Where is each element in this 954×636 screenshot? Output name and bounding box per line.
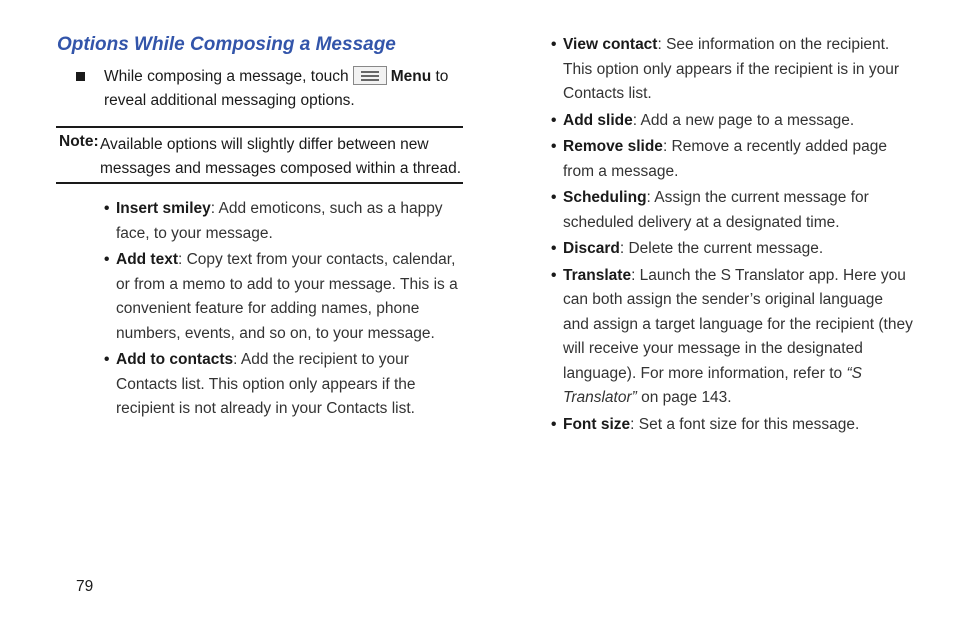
intro-after: to reveal additional messaging options.: [104, 68, 449, 109]
option-desc: : Assign the current message for scheduled delivery at a designated time.: [563, 189, 869, 231]
intro-text: [104, 65, 466, 113]
option-name: Add slide: [563, 111, 633, 129]
note-text: Available options will slightly differ between new messages and messages composed within a thread.: [100, 136, 462, 177]
menu-icon: [353, 66, 387, 85]
option-name: Add text: [116, 251, 178, 268]
option-desc: : Set a font size for this message.: [630, 415, 860, 433]
list-item: [551, 135, 913, 184]
cross-reference-link[interactable]: “S Translator”: [563, 364, 862, 406]
option-desc-tail: on page 143.: [636, 389, 732, 406]
intro-paragraph: [76, 65, 466, 113]
list-item: [551, 264, 913, 411]
options-list-right: [551, 33, 913, 439]
option-desc: : See information on the recipient. This option only appears if the recipient is in your Contacts list.: [563, 36, 900, 102]
option-name: View contact: [563, 36, 658, 53]
option-name: Remove slide: [563, 138, 663, 155]
list-item: [551, 186, 913, 235]
option-desc: : Remove a recently added page from a message.: [563, 138, 887, 180]
note-box: [56, 126, 463, 184]
list-item: [104, 248, 464, 346]
option-desc: : Add a new page to a message.: [632, 111, 855, 129]
list-item: [551, 237, 913, 262]
section-heading: Options While Composing a Message: [57, 34, 396, 55]
option-desc: : Delete the current message.: [619, 240, 824, 257]
option-name: Scheduling: [563, 189, 647, 206]
option-name: Add to contacts: [116, 351, 234, 368]
option-name: Font size: [563, 415, 631, 433]
option-desc: : Copy text from your contacts, calendar, or from a memo to add to your message. This is a convenient feature for adding names, phone numbers, events, and so on, to your message.: [116, 251, 458, 342]
square-bullet-icon: [76, 72, 85, 81]
intro-before: While composing a message, touch: [104, 68, 349, 85]
list-item: [551, 33, 913, 107]
note-label: Note:: [59, 133, 99, 150]
list-item: [551, 413, 913, 438]
menu-label: Menu: [390, 68, 432, 85]
option-name: Discard: [563, 240, 620, 257]
option-desc: : Add the recipient to your Contacts list. This option only appears if the recipient is not already in your Contacts list.: [116, 351, 416, 417]
option-desc: : Add emoticons, such as a happy face, to your message.: [116, 200, 443, 242]
option-name: Insert smiley: [116, 200, 211, 217]
list-item: [104, 348, 464, 422]
option-desc: : Launch the S Translator app. Here you can both assign the sender’s original language and assign a target language for the recipient (they will receive your message in the designated language). For more information, refer to: [563, 266, 913, 382]
list-item: [551, 109, 913, 134]
options-list-left: [104, 197, 464, 424]
option-name: Translate: [563, 266, 632, 284]
page-number: 79: [76, 578, 94, 595]
list-item: [104, 197, 464, 246]
